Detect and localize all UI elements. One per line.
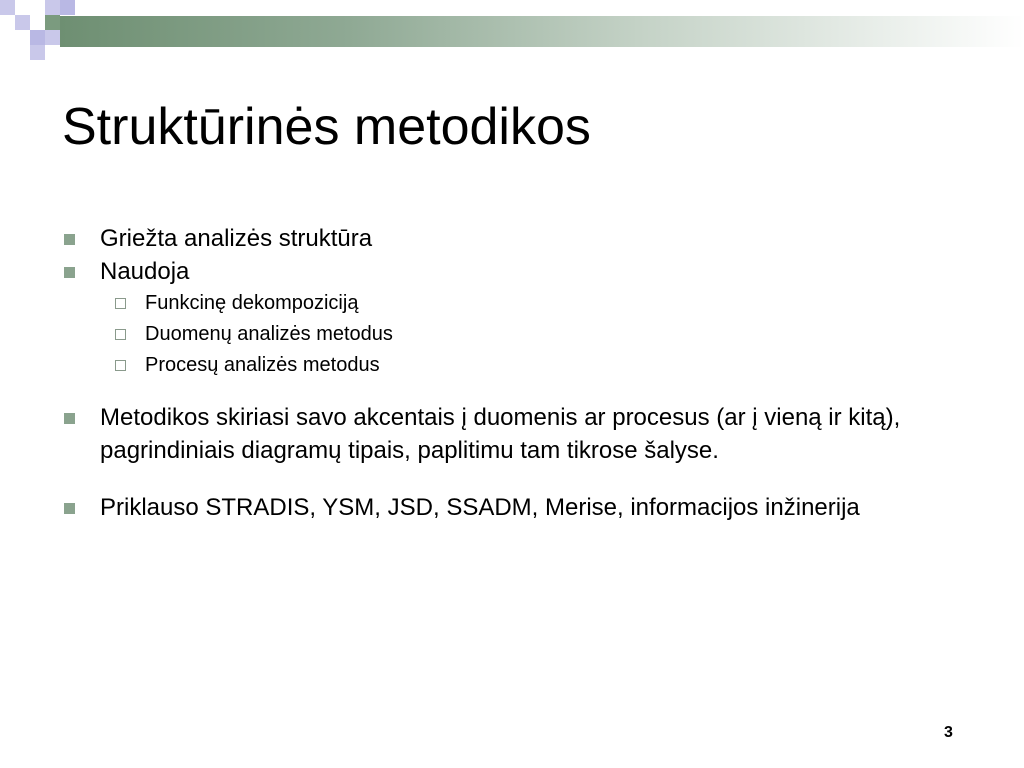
- bullet-text: Metodikos skiriasi savo akcentais į duomenis ar procesus (ar į vieną ir kitą), pagrindiniais diagramų tipais, paplitimu tam tikrose šalyse.: [100, 404, 901, 464]
- slide-title: Struktūrinės metodikos: [62, 98, 591, 156]
- hollow-square-icon: [115, 298, 126, 309]
- bullet-text: Griežta analizės struktūra: [100, 225, 373, 252]
- sub-bullet-item: [62, 319, 982, 350]
- sub-bullet-text: Procesų analizės metodus: [145, 354, 380, 376]
- checker-square: [15, 15, 30, 30]
- header-decoration: [0, 0, 1024, 64]
- checker-square: [60, 0, 75, 15]
- header-gradient-band: [60, 16, 1024, 47]
- hollow-square-icon: [115, 329, 126, 340]
- checker-square: [0, 0, 15, 15]
- sub-bullet-item: [62, 350, 982, 381]
- filled-square-icon: [64, 413, 75, 424]
- sub-bullet-text: Duomenų analizės metodus: [145, 323, 393, 345]
- filled-square-icon: [64, 503, 75, 514]
- filled-square-icon: [64, 234, 75, 245]
- sub-bullet-item: [62, 288, 982, 319]
- spacer: [62, 467, 982, 491]
- spacer: [62, 381, 982, 401]
- page-number: 3: [944, 724, 953, 741]
- sub-bullet-text: Funkcinę dekompoziciją: [145, 292, 359, 314]
- bullet-item: [62, 491, 982, 524]
- checker-square: [45, 30, 60, 45]
- bullet-text: Naudoja: [100, 258, 190, 285]
- checker-square: [30, 45, 45, 60]
- filled-square-icon: [64, 267, 75, 278]
- bullet-item: [62, 401, 982, 467]
- slide-content: [62, 222, 982, 524]
- hollow-square-icon: [115, 360, 126, 371]
- bullet-item: [62, 222, 982, 255]
- bullet-text: Priklauso STRADIS, YSM, JSD, SSADM, Merise, informacijos inžinerija: [100, 494, 860, 521]
- checker-square: [45, 15, 60, 30]
- checker-square: [30, 30, 45, 45]
- checker-square: [45, 0, 60, 15]
- bullet-item: [62, 255, 982, 288]
